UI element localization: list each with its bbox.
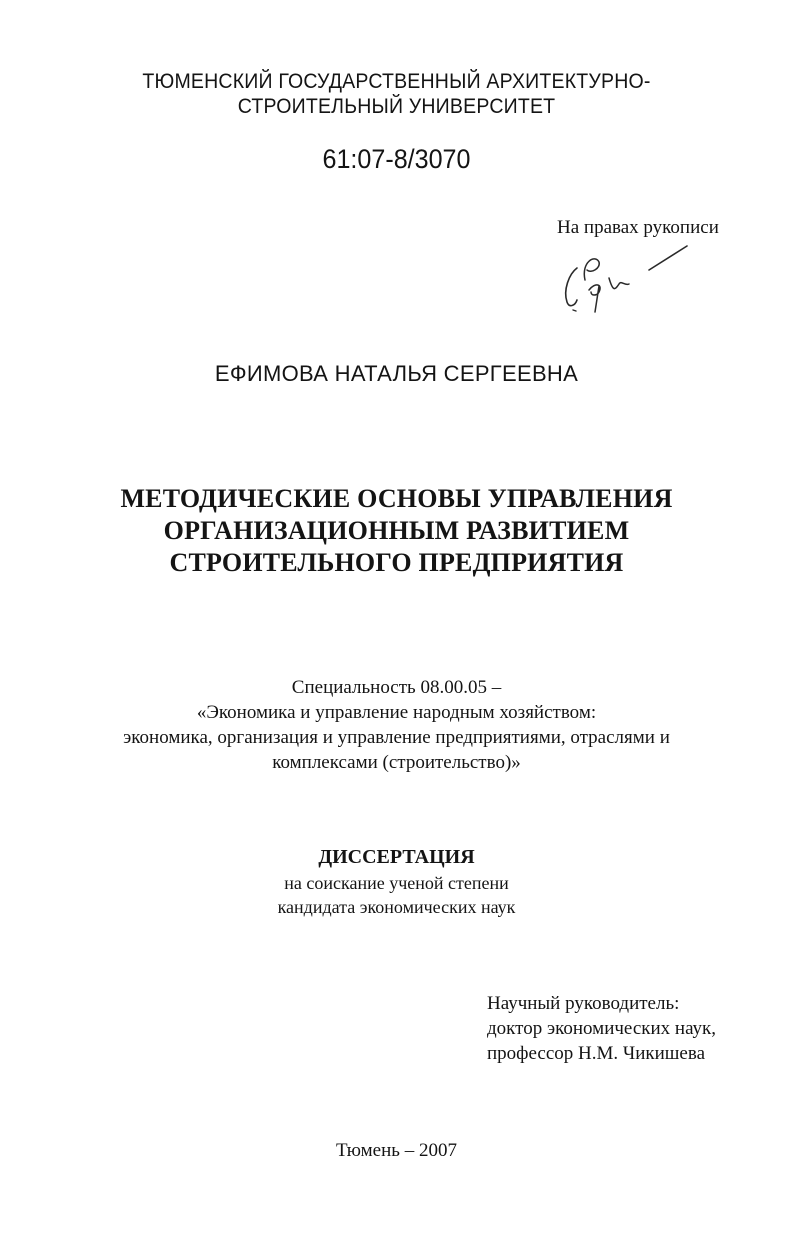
supervisor-name: профессор Н.М. Чикишева [487,1043,705,1064]
specialty-line-1: Специальность 08.00.05 – [291,677,502,698]
degree-line-2: кандидата экономических наук [277,897,516,917]
degree-line-1: на соискание ученой степени [284,873,509,893]
supervisor-label: Научный руководитель: [487,993,680,1014]
city-year: Тюмень – 2007 [336,1140,457,1161]
title-line-3: СТРОИТЕЛЬНОГО ПРЕДПРИЯТИЯ [169,548,624,577]
dissertation-heading: ДИССЕРТАЦИЯ [318,846,475,868]
author-name: ЕФИМОВА НАТАЛЬЯ СЕРГЕЕВНА [214,361,579,386]
specialty-line-4: комплексами (строительство)» [272,752,521,773]
supervisor-degree: доктор экономических наук, [487,1018,717,1039]
university-name-line-1: ТЮМЕНСКИЙ ГОСУДАРСТВЕННЫЙ АРХИТЕКТУРНО- [142,70,651,93]
title-line-1: МЕТОДИЧЕСКИЕ ОСНОВЫ УПРАВЛЕНИЯ [120,484,673,513]
manuscript-rights-note: На правах рукописи [557,217,719,238]
specialty-line-2: «Экономика и управление народным хозяйством: [196,702,597,723]
specialty-line-3: экономика, организация и управление предприятиями, отраслями и [123,727,670,748]
university-name-line-2: СТРОИТЕЛЬНЫЙ УНИВЕРСИТЕТ [237,95,556,118]
handwritten-signature-icon [555,240,695,320]
catalog-code: 61:07-8/3070 [322,144,471,174]
title-line-2: ОРГАНИЗАЦИОННЫМ РАЗВИТИЕМ [163,516,630,545]
